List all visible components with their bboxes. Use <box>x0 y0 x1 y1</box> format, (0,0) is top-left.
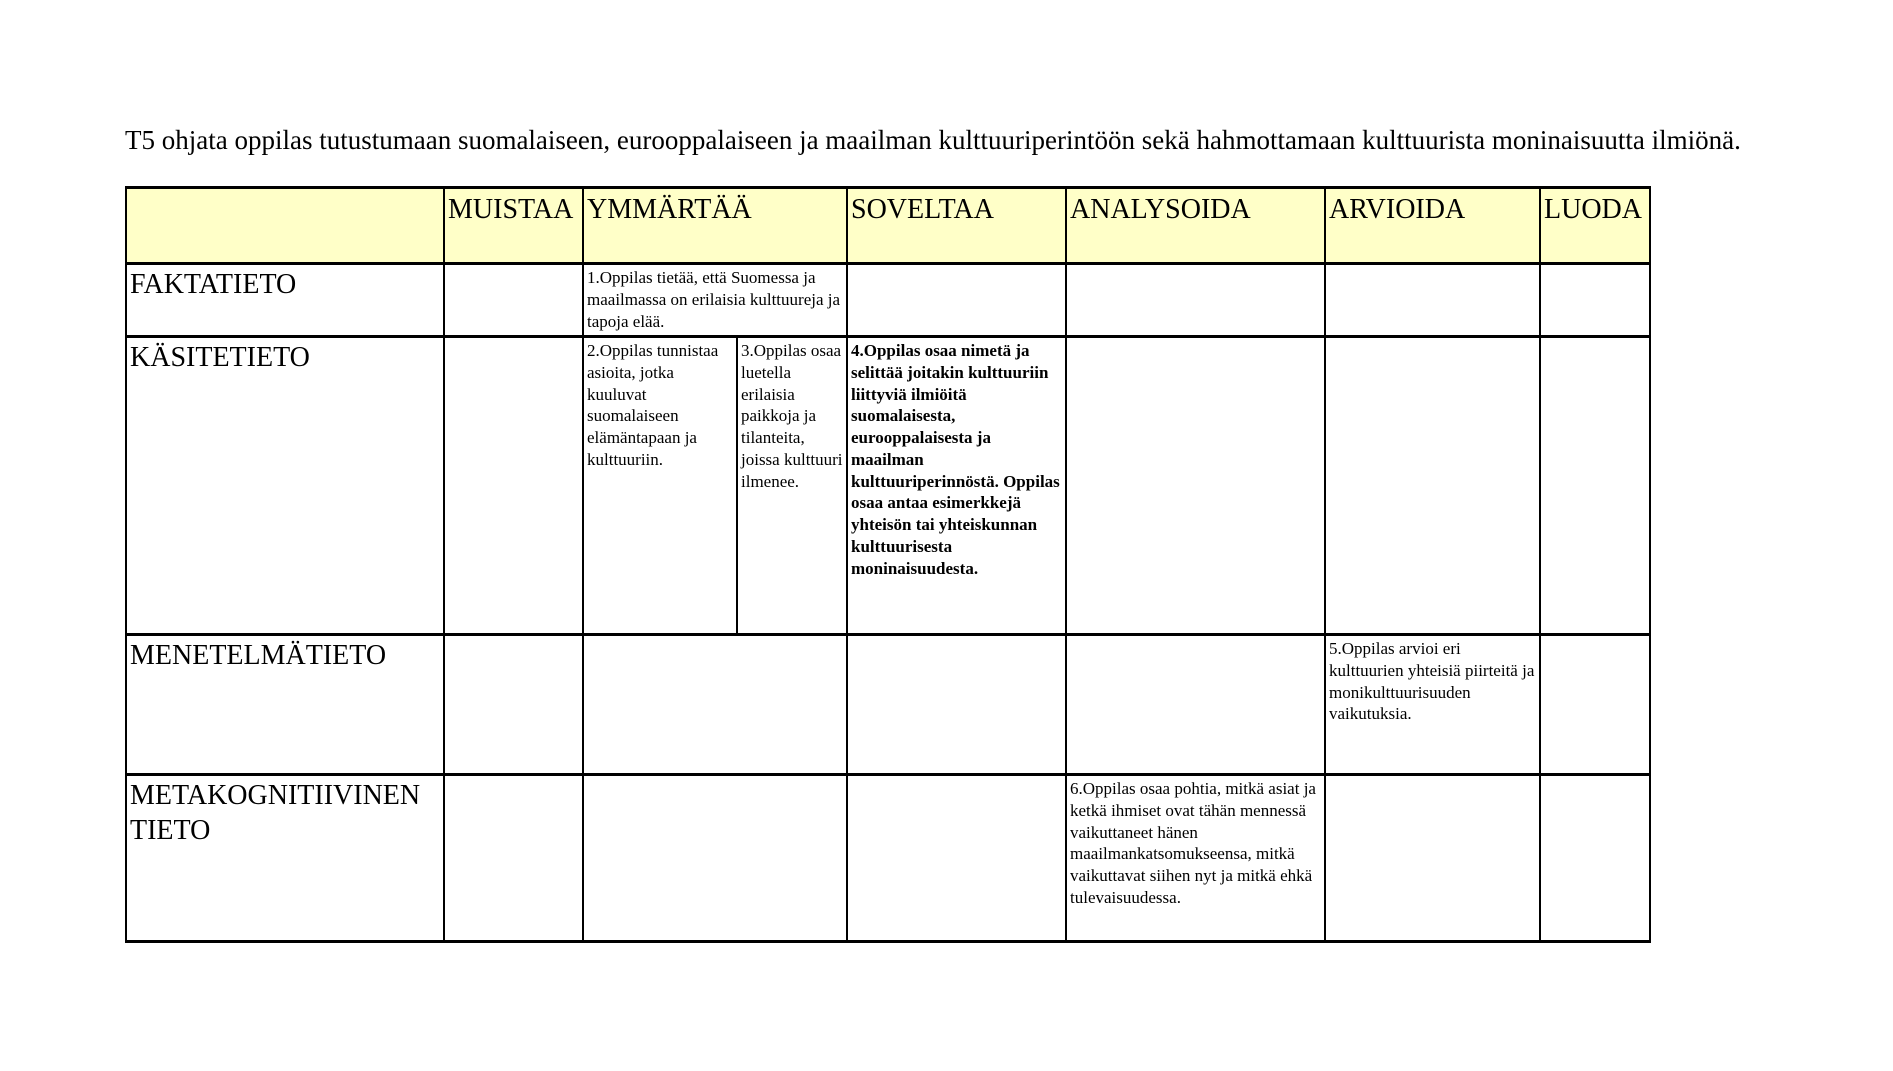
cell-metakognitiivinen-muistaa-empty <box>444 775 583 942</box>
cell-kasitetieto-luoda-empty <box>1540 337 1650 635</box>
corner-header-cell <box>126 188 444 264</box>
cell-metakognitiivinen-luoda-empty <box>1540 775 1650 942</box>
row-label-kasitetieto: KÄSITETIETO <box>126 337 444 635</box>
row-faktatieto <box>126 264 1650 337</box>
row-label-menetelmatieto: MENETELMÄTIETO <box>126 635 444 775</box>
row-kasitetieto <box>126 337 1650 635</box>
cell-menetelmatieto-analysoida-empty <box>1066 635 1325 775</box>
cell-faktatieto-muistaa-empty <box>444 264 583 337</box>
cell-4-kasitetieto-soveltaa: 4.Oppilas osaa nimetä ja selittää joitakin kulttuuriin liittyviä ilmiöitä suomalaisesta, eurooppalaisesta ja maailman kulttuuriperinnöstä. Oppilas osaa antaa esimerkkejä yhteisön tai yhteiskunnan kulttuurisesta moninaisuudesta. <box>847 337 1066 635</box>
column-header-luoda: LUODA <box>1540 188 1650 264</box>
column-header-arvioida: ARVIOIDA <box>1325 188 1540 264</box>
column-header-muistaa: MUISTAA <box>444 188 583 264</box>
row-label-faktatieto: FAKTATIETO <box>126 264 444 337</box>
cell-faktatieto-soveltaa-empty <box>847 264 1066 337</box>
cell-6-metakognitiivinen-analysoida: 6.Oppilas osaa pohtia, mitkä asiat ja ketkä ihmiset ovat tähän mennessä vaikuttaneet hänen maailmankatsomukseensa, mitkä vaikuttavat siihen nyt ja mitkä ehkä tulevaisuudessa. <box>1066 775 1325 942</box>
cell-menetelmatieto-ymmartaa-empty <box>583 635 847 775</box>
cell-1-faktatieto-ymmartaa: 1.Oppilas tietää, että Suomessa ja maailmassa on erilaisia kulttuureja ja tapoja elää. <box>583 264 847 337</box>
lesson-objective-title: T5 ohjata oppilas tutustumaan suomalaiseen, eurooppalaiseen ja maailman kulttuuriperintöön sekä hahmottamaan kulttuurista moninaisuutta ilmiönä. <box>125 125 1741 155</box>
cell-kasitetieto-muistaa-empty <box>444 337 583 635</box>
cell-metakognitiivinen-soveltaa-empty <box>847 775 1066 942</box>
header-row <box>126 188 1650 264</box>
cell-metakognitiivinen-ymmartaa-empty <box>583 775 847 942</box>
cell-faktatieto-analysoida-empty <box>1066 264 1325 337</box>
row-label-metakognitiivinen: METAKOGNITIIVINEN TIETO <box>126 775 444 942</box>
cell-faktatieto-luoda-empty <box>1540 264 1650 337</box>
cell-kasitetieto-analysoida-empty <box>1066 337 1325 635</box>
column-header-soveltaa: SOVELTAA <box>847 188 1066 264</box>
cell-faktatieto-arvioida-empty <box>1325 264 1540 337</box>
cell-2-kasitetieto-ymmartaa-a: 2.Oppilas tunnistaa asioita, jotka kuuluvat suomalaiseen elämäntapaan ja kulttuuriin. <box>583 337 737 635</box>
row-metakognitiivinen <box>126 775 1650 942</box>
cell-menetelmatieto-luoda-empty <box>1540 635 1650 775</box>
taxonomy-table <box>125 186 1651 943</box>
column-header-ymmartaa: YMMÄRTÄÄ <box>583 188 847 264</box>
row-menetelmatieto <box>126 635 1650 775</box>
cell-kasitetieto-arvioida-empty <box>1325 337 1540 635</box>
cell-metakognitiivinen-arvioida-empty <box>1325 775 1540 942</box>
cell-menetelmatieto-muistaa-empty <box>444 635 583 775</box>
cell-3-kasitetieto-ymmartaa-b: 3.Oppilas osaa luetella erilaisia paikkoja ja tilanteita, joissa kulttuuri ilmenee. <box>737 337 847 635</box>
column-header-analysoida: ANALYSOIDA <box>1066 188 1325 264</box>
cell-menetelmatieto-soveltaa-empty <box>847 635 1066 775</box>
cell-5-menetelmatieto-arvioida: 5.Oppilas arvioi eri kulttuurien yhteisiä piirteitä ja monikulttuurisuuden vaikutuksia. <box>1325 635 1540 775</box>
